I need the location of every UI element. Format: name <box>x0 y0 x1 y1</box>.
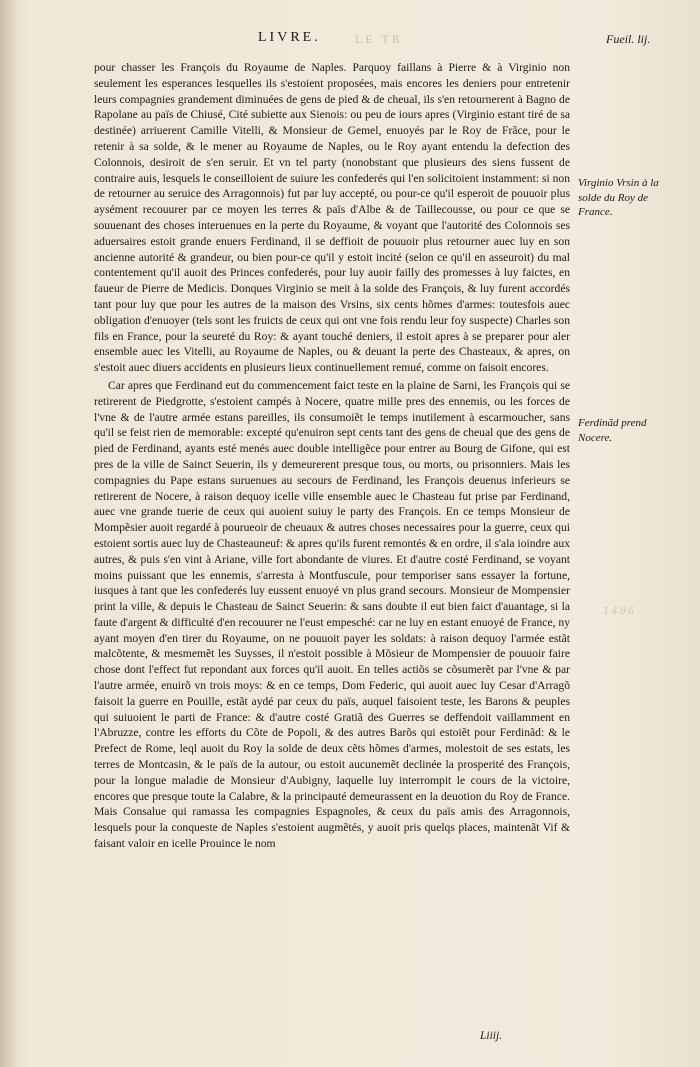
paragraph-1: pour chasser les François du Royaume de Naples. Parquoy faillans à Pierre & à Virginio non seulement les esperances lesquelles ils s'estoient proposées, mais encores les deniers pour entretenir leurs compagnies grandement diminuées de gens de pied & de cheual, ils s'en retournerent à Bagno de Rapolane au païs de Chiusé, Cité subiette aux Sienois: ou peu de iours apres (Virginio estant tiré de sa destinée) arriuerent Camille Vitelli, & Monsieur de Gemel, enuoyés par le Roy de Frãce, pour le retenir à sa solde, & le mener au Royaume de Naples, ou le Roy ayant entendu la defection des Colonnois, desiroit de s'en seruir. Et vn tel party (nonobstant que plusieurs des siens fussent de contraire auis, lesquels le conseilloient de suiure les confederés qui l'en solicitoient instamment: si non de retourner au seruice des Arragonnois) fut par luy accepté, ou pour-ce qu'il esperoit de pouuoir plus aysément recouurer par ce moyen les terres & païs d'Albe & de Taillecousse, ou pour ce que se souuenant des choses interuenues en la perte du Royaume, & voyant que l'autorité des Colonnois ses aduersaires estoit grande enuers Ferdinand, il se deffioit de pouuoir plus retourner auec luy en son ancienne autorité & grandeur, ou bien pour-ce qu'il y estoit incité (selon ce qu'il en asseuroit) du mal contentement qu'il auoit des Princes confederés, pour luy auoir failly des promesses à luy faictes, en faueur de Pierre de Medicis. Donques Virginio se meit à la solde des François, & luy furent accordés tant pour luy que pour les autres de la maison des Vrsins, six cents hõmes d'armes: toutesfois auec obligation d'enuoyer (tels sont les fruicts de ceux qui ont vne fois rendu leur foy suspecte) Charles son fils en France, pour la seureté du Roy: & ayant touché deniers, il estoit apres à se preparer pour aler ensemble auec les Vitelli, au Royaume de Naples, ou & deuant la perte des Chasteaux, & apres, on s'estoit auec diuers accidents en plusieurs lieux continuellement remué, comme on faisoit encores. <box>94 61 570 375</box>
main-text <box>94 60 570 852</box>
signature-mark: Liiij. <box>480 1030 503 1042</box>
running-head <box>0 30 700 52</box>
margin-note-virginio: Virginio Vrsin à la solde du Roy de France. <box>578 177 659 218</box>
folio-number: Fueil. lij. <box>606 32 651 46</box>
gutter-shadow <box>0 0 18 1067</box>
margin-note-ferdinand: Ferdinãd prend Nocere. <box>578 417 647 444</box>
show-through-title: LE TR <box>355 32 403 46</box>
margin-year: 1496 <box>603 606 637 617</box>
paragraph-2: Car apres que Ferdinand eut du commencement faict teste en la plaine de Sarni, les François qui se retirerent de Piedgrotte, s'estoient campés à Nocere, quatre mille pres des ennemis, ou les forces de l'vne & de l'autre armée estans pareilles, ils consumoiẽt le temps inutilement à escarmoucher, sans qu'il se feist rien de memorable: excepté qu'enuiron sept cents tant des gens de cheual que des gens de pied de Ferdinand, ayants esté menés auec double intelligẽce pour entrer au Bourg de Gifone, qui est pres de la ville de Sainct Seuerin, ils y demeurerent presque tous, ou morts, ou prisonniers. Mais les compagnies du Pape estans suruenues au secours de Ferdinand, les François deuenus inferieurs se retirerent de Nocere, à raison dequoy icelle ville ensemble auec le Chasteau fut prise par Ferdinand, auec vne grande tuerie de ceux qui auoient suiuy le party des François. En ce temps Monsieur de Mompẽsier auoit regardé à pourueoir de cheuaux & autres choses necessaires pour la guerre, ceux qui estoient sortis auec luy de Chasteauneuf: & apres qu'ils furent remontés & en ordre, il s'ala ioindre aux autres, & puis s'en vint à Ariane, ville fort abondante de viures. Et d'autre costé Ferdinand, se voyant moins puissant que les ennemis, s'arresta à Montfuscule, pour temporiser sans essayer la fortune, iusques à tant que les confederés luy eussent enuoyé vn plus grand secours. Monsieur de Mompensier print la ville, & depuis le Chasteau de Sainct Seuerin: & sans doubte il eut bien faict d'auantage, si la faute d'argent & difficulté d'en recouurer ne l'eust empesché: car ne luy en estant enuoyé de France, ny ayant moyen d'en tirer du Royaume, on ne pouuoit payer les soldats: à raison dequoy l'armée estãt malcõtente, & mesmemẽt les Suysses, il n'estoit possible à Mõsieur de Mompensier de pouuoir faire chose dont l'effect fut repondant aux forces qu'il auoit. En telles actiõs se cõsumerẽt par l'vne & par l'autre armée, enuirõ vn trois moys: & en ce temps, Dom Federic, qui auoit auec luy Cesar d'Arragõ faisoit la guerre en Pouille, estãt aydé par ceux du païs, auquel faisoient teste, les Barons & peuples qui suiuoient le parti de France: & d'autre costé Gratiã des Guerres se deffendoit vaillamment en l'Abruzze, contre les efforts du Cõte de Popoli, & des autres Barõs qui estoiẽt pour Ferdinãd: & le Prefect de Rome, leql auoit du Roy la solde de deux cẽts hõmes d'armes, molestoit de ses estats, les terres de Montcasin, & le païs de la autour, ou estoit aucunemẽt declinée la prosperité des François, pour la longue maladie de Monsieur d'Aubigny, laquelle luy interrompit le cours de la victoire, encores que presque toute la Calabre, & la principauté demeurassent en la deuotion du Roy de France. Mais Consalue qui ramassa les compagnies Espagnoles, & ceux du païs amis des Arragonnois, lesquels pour la conqueste de Naples s'estoient augmẽtés, y auoit pris quelqs places, maintenãt Vif & faisant valoir en icelle Prouince le nom <box>94 378 570 851</box>
running-head-title: LIVRE. <box>258 30 321 45</box>
